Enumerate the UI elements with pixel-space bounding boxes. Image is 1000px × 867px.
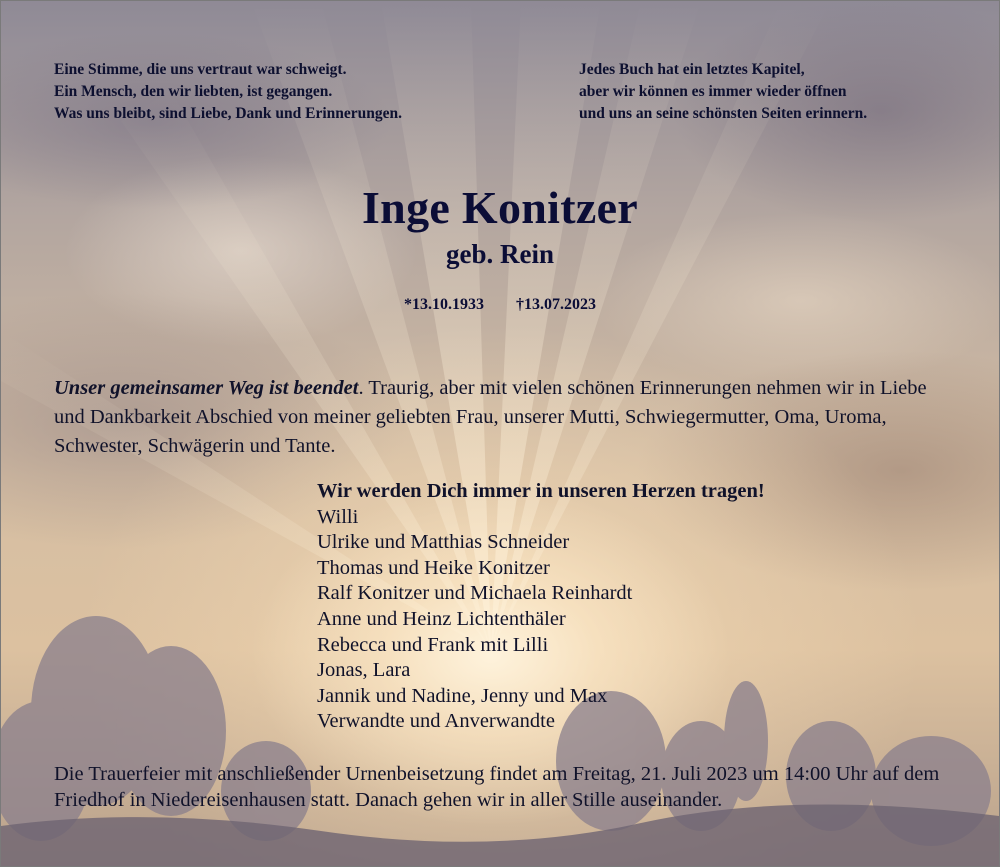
- funeral-service-info: Die Trauerfeier mit anschließender Urnenbeisetzung findet am Freitag, 21. Juli 2023 um 14:00 Uhr auf dem Friedhof in Niedereisenhausen statt. Danach gehen wir in aller Stille auseinander.: [54, 763, 940, 811]
- life-dates: [1, 296, 999, 314]
- verse-right-line: aber wir können es immer wieder öffnen: [579, 83, 847, 100]
- birth-date: *13.10.1933: [404, 296, 484, 313]
- mourner-name: Rebecca und Frank mit Lilli: [317, 633, 549, 656]
- deceased-name: Inge Konitzer: [361, 182, 638, 233]
- mourners-heading: Wir werden Dich immer in unseren Herzen tragen!: [317, 480, 765, 502]
- maiden-name: geb. Rein: [446, 239, 554, 269]
- mourner-name: Ralf Konitzer und Michaela Reinhardt: [317, 582, 633, 605]
- verse-right-line: Jedes Buch hat ein letztes Kapitel,: [579, 61, 805, 78]
- verse-left: [54, 59, 402, 125]
- verse-left-line: Eine Stimme, die uns vertraut war schweigt.: [54, 61, 347, 78]
- mourner-name: Jonas, Lara: [317, 659, 411, 682]
- mourner-name: Willi: [317, 505, 359, 528]
- verse-left-line: Ein Mensch, den wir liebten, ist gegangen.: [54, 83, 333, 100]
- verse-right: [579, 59, 867, 125]
- verse-left-line: Was uns bleibt, sind Liebe, Dank und Erinnerungen.: [54, 105, 403, 122]
- announcement-body: . Traurig, aber mit vielen schönen Erinnerungen nehmen wir in Liebe und Dankbarkeit Abschied von meiner geliebten Frau, unserer Mutti, Schwiegermutter, Oma, Uroma, Schwester, Schwägerin und Tante.: [54, 377, 927, 457]
- mourner-name: Thomas und Heike Konitzer: [317, 556, 550, 579]
- mourners-list: [317, 479, 765, 735]
- announcement-lead: Unser gemeinsamer Weg ist beendet: [54, 377, 359, 399]
- death-date: †13.07.2023: [516, 296, 596, 313]
- mourner-name: Ulrike und Matthias Schneider: [317, 531, 570, 554]
- verse-right-line: und uns an seine schönsten Seiten erinnern.: [579, 105, 868, 122]
- mourner-name: Jannik und Nadine, Jenny und Max: [317, 684, 608, 707]
- announcement-text: [54, 374, 959, 461]
- mourner-name: Verwandte und Anverwandte: [317, 710, 555, 733]
- mourner-name: Anne und Heinz Lichtenthäler: [317, 607, 566, 630]
